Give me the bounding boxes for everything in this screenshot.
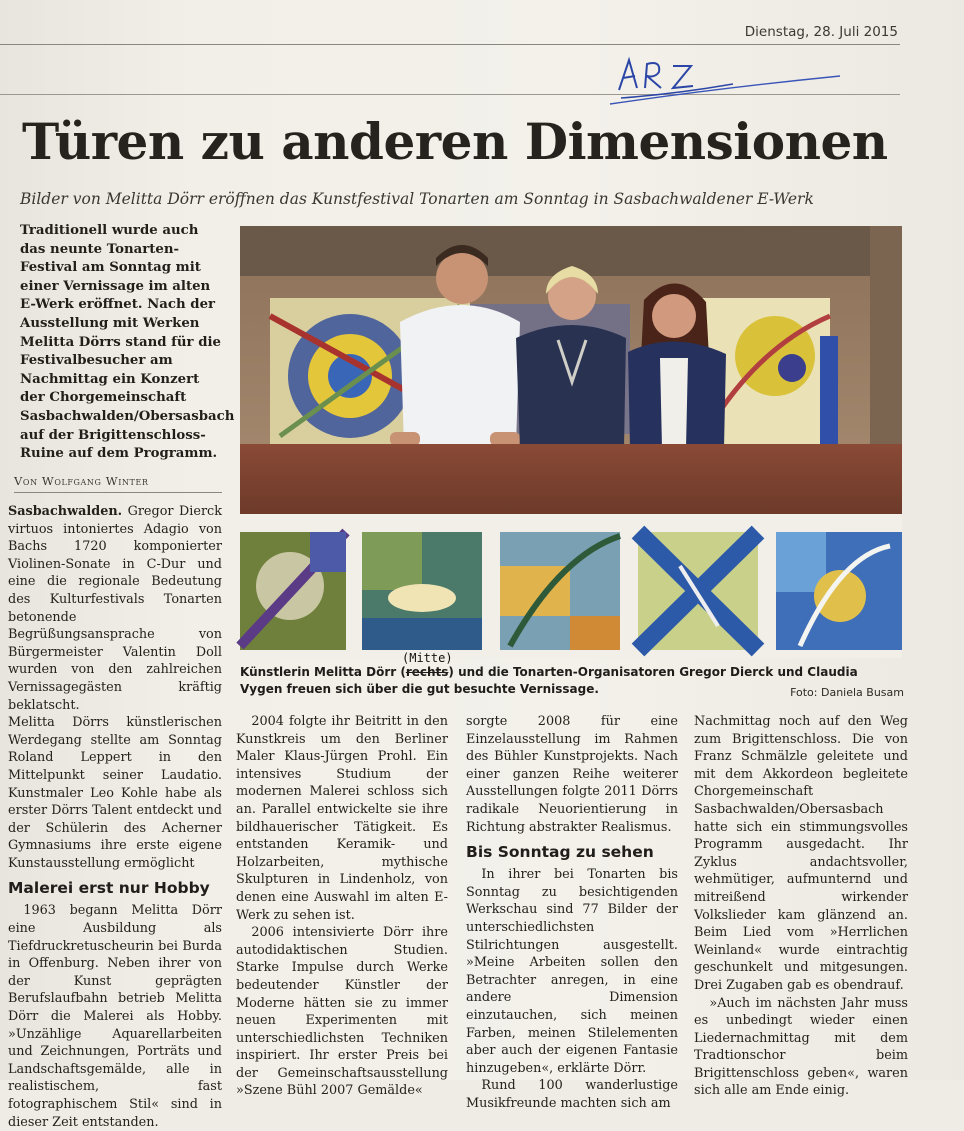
byline-divider bbox=[14, 492, 222, 493]
col3-paragraph-3: Rund 100 wanderlustige Musikfreunde machten sich am bbox=[466, 1078, 678, 1111]
balcony-railing bbox=[240, 444, 902, 514]
col1-paragraph-3: 1963 begann Melitta Dörr eine Ausbildung als Tiefdruckretuscheurin bei Burda in Offenburg. Neben ihrer von der Kunst geprägten Berufslaufbahn betrieb Melitta Dörr die Malerei als Hobby. »Unzählige Aquarellarbeiten und Zeichnungen, Porträts und Landschaftsgemälde, alle in realistischem, fast fotographischem Stil« sind in dieser Zeit entstanden. bbox=[8, 903, 222, 1130]
column-1 bbox=[8, 503, 222, 1130]
byline-text: Von Wolfgang Winter bbox=[14, 474, 149, 488]
col3-paragraph-1: sorgte 2008 für eine Einzelausstellung im Rahmen des Bühler Kunstprojekts. Nach einer ganzen Reihe weiterer Ausstellungen folgte 2011 Dörrs radikale Neuorientierung in Richtung abstrakter Realismus. bbox=[466, 714, 678, 835]
caption-struck-word: rechts bbox=[405, 665, 449, 679]
col4-paragraph-2: »Auch im nächsten Jahr muss es unbedingt wieder einen Liedernachmittag mit dem Tradtionschor beim Brigittenschloss geben«, waren sich alle am Ende einig. bbox=[694, 995, 908, 1099]
col3-subheading: Bis Sonntag zu sehen bbox=[466, 843, 654, 862]
col2-paragraph-1: 2004 folgte ihr Beitritt in den Kunstkreis um den Berliner Maler Klaus-Jürgen Prohl. Ein intensives Studium der modernen Malerei schloss sich an. Parallel entwickelte sie ihre bildhauerischer Tätigkeit. Es entstanden Keramik- und Holzarbeiten, mythische Skulpturen in Lindenholz, von denen eine Auswahl im alten E-Werk zu sehen ist. bbox=[236, 714, 448, 923]
painting-lower-2 bbox=[362, 532, 482, 650]
col2-paragraph-2: 2006 intensivierte Dörr ihre autodidaktischen Studien. Starke Impulse durch Werke bedeutender Künstler der Moderne hätten sie zu immer neuen Experimenten mit unterschiedlichsten Techniken inspiriert. Ihr erster Preis bei der Gemeinschaftsausstellung »Szene Bühl 2007 Gemälde« bbox=[236, 925, 448, 1099]
dateline: Sasbachwalden. bbox=[8, 504, 123, 519]
caption-part-1: Künstlerin Melitta Dörr ( bbox=[240, 665, 406, 679]
column-4 bbox=[694, 713, 908, 1099]
byline bbox=[14, 474, 149, 488]
painting-lower-4 bbox=[638, 532, 758, 650]
painting-lower-1 bbox=[240, 532, 346, 650]
column-2 bbox=[236, 713, 448, 1099]
col1-subheading: Malerei erst nur Hobby bbox=[8, 879, 210, 898]
handwritten-underline bbox=[600, 70, 850, 110]
article-subheadline: Bilder von Melitta Dörr eröffnen das Kunstfestival Tonarten am Sonntag in Sasbachwaldener E-Werk bbox=[20, 190, 814, 208]
photo-credit: Foto: Daniela Busam bbox=[790, 686, 904, 699]
column-3 bbox=[466, 713, 678, 1111]
painting-lower-3 bbox=[500, 532, 620, 650]
article-photo bbox=[240, 226, 902, 658]
photo-illustration bbox=[240, 226, 902, 658]
col3-paragraph-2: In ihrer bei Tonarten bis Sonntag zu besichtigenden Werkschau sind 77 Bilder der unterschiedlichsten Stilrichtungen ausgestellt. »Meine Arbeiten sollen den Betrachter anregen, in eine andere Dimension einzutauchen, sich meinen Farben, meinen Stilelementen aber auch der eigenen Fantasie hinzugeben«, erklärte Dörr. bbox=[466, 867, 678, 1076]
top-rule bbox=[0, 44, 900, 45]
col1-paragraph-1 bbox=[8, 503, 222, 714]
col1-paragraph-2: Melitta Dörrs künstlerischen Werdegang stellte am Sonntag Roland Leppert in den Mittelpunkt seiner Laudatio. Kunstmaler Leo Kohle habe als erster Dörrs Talent entdeckt und der Schülerin des Acherner Gymnasiums ihre erste eigene Kunstausstellung ermöglicht bbox=[8, 715, 222, 871]
painting-lower-5 bbox=[776, 532, 902, 650]
publication-date: Dienstag, 28. Juli 2015 bbox=[744, 24, 898, 40]
col4-paragraph-1: Nachmittag noch auf den Weg zum Brigittenschloss. Die von Franz Schmälzle geleitete und mit dem Akkordeon begleitete Chorgemeinschaft Sasbachwalden/Obersasbach hatte sich ein stimmungsvolles Programm ausgedacht. Ihr Zyklus andachtsvoller, wehmütiger, aufmunternd und mitreißend wirkender Volkslieder kam glänzend an. Beim Lied vom »Herrlichen Weinland« wurde eintrachtig geschunkelt und mitgesungen. Drei Zugaben gab es obendrauf. bbox=[694, 714, 908, 993]
caption-part-2: ) und die Tonarten-Organisatoren Gregor Dierck und Claudia Vygen freuen sich über die gut besuchte Vernissage. bbox=[240, 665, 858, 696]
article-lead: Traditionell wurde auch das neunte Tonarten-Festival am Sonntag mit einer Vernissage im alten E-Werk eröffnet. Nach der Ausstellung mit Werken Melitta Dörrs stand für die Festivalbesucher am Nachmittag ein Konzert der Chorgemeinschaft Sasbachwalden/Obersasbach auf der Brigittenschloss-Ruine auf dem Programm. bbox=[20, 223, 235, 462]
article-headline: Türen zu anderen Dimensionen bbox=[22, 112, 888, 171]
col1-paragraph-1-text: Gregor Dierck virtuos intoniertes Adagio von Bachs 1720 komponierter Violinen-Sonate in C-Dur und eine die regionale Bedeutung des Kulturfestivals Tonarten betonende Begrüßungsansprache von Bürgermeister Valentin Doll wurden von den zahlreichen Vernissagegästen kräftig beklatscht. bbox=[8, 504, 222, 713]
handwritten-correction: (Mitte) bbox=[402, 651, 453, 665]
